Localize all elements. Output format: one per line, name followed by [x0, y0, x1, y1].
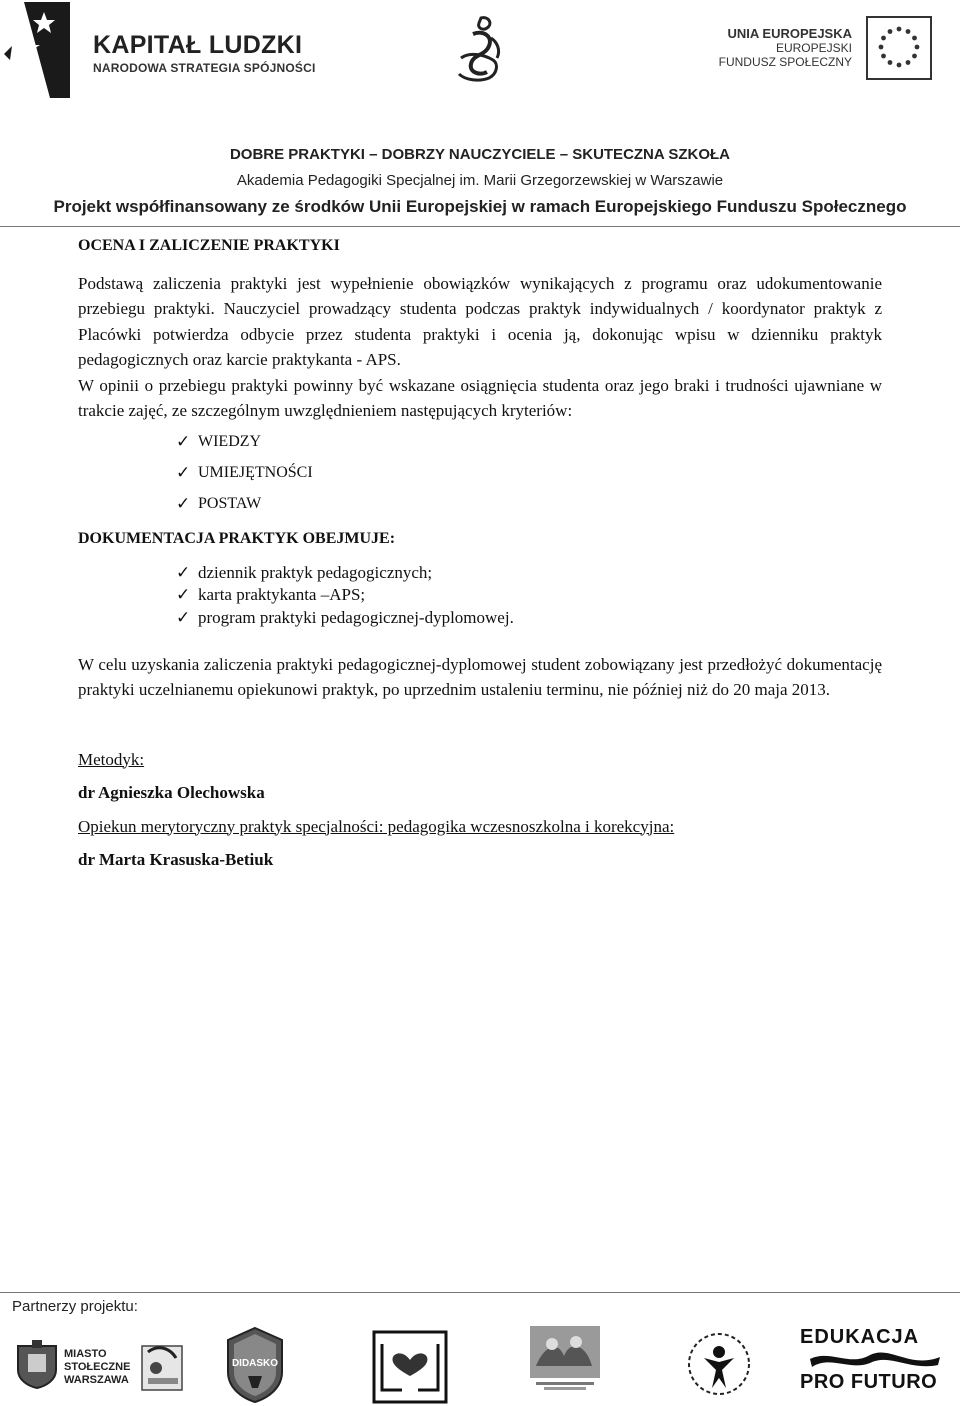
document-label: program praktyki pedagogicznej-dyplomowej. [198, 607, 514, 627]
supervisor-label: Opiekun merytoryczny praktyk specjalności: pedagogika wczesnoszkolna i korekcyjna: [78, 816, 675, 836]
document-body [78, 233, 882, 873]
methodologist-name: dr Agnieszka Olechowska [78, 783, 265, 802]
page-header [0, 0, 960, 230]
checkmark-icon: ✓ [176, 607, 191, 627]
miasto-stoleczne-warszawa-wordmark [64, 1348, 130, 1387]
project-slogan: DOBRE PRAKTYKI – DOBRZY NAUCZYCIELE – SKUTECZNA SZKOŁA [229, 146, 731, 163]
supervisor-name: dr Marta Krasuska-Betiuk [78, 850, 274, 869]
partners-label: Partnerzy projektu: [12, 1298, 138, 1315]
checkmark-icon: ✓ [176, 432, 191, 452]
miasto-line-1: MIASTO [64, 1348, 107, 1360]
pro-futuro-label: PRO FUTURO [800, 1371, 938, 1393]
eu-wordmark [719, 26, 852, 69]
eu-subtitle-2: FUNDUSZ SPOŁECZNY [718, 55, 852, 69]
didasko-shield-icon [226, 1326, 284, 1404]
list-item [176, 584, 882, 607]
checkmark-icon: ✓ [176, 463, 191, 483]
miasto-line-3: WARSZAWA [64, 1374, 129, 1386]
list-item [176, 427, 882, 458]
document-label: karta praktykanta –APS; [198, 585, 366, 604]
checkmark-icon: ✓ [176, 562, 191, 582]
section-title-assessment: OCENA I ZALICZENIE PRAKTYKI [78, 237, 340, 254]
aps-figure-logo-icon [453, 14, 507, 84]
edukacja-label: EDUKACJA [800, 1326, 920, 1348]
documents-list [78, 561, 882, 629]
checkmark-icon: ✓ [176, 585, 191, 604]
criterion-label: UMIEJĘTNOŚCI [198, 464, 313, 482]
methodologists-label: Metodyk: [78, 749, 145, 769]
list-item [176, 561, 882, 584]
criterion-label: POSTAW [198, 495, 262, 513]
project-university: Akademia Pedagogiki Specjalnej im. Marii Grzegorzewskiej w Warszawie [236, 172, 724, 189]
ink-splash-icon [800, 1347, 950, 1371]
header-divider [0, 226, 960, 227]
criteria-list [78, 427, 882, 520]
didasko-label: DIDASKO [231, 1358, 279, 1369]
project-funding-note: Projekt współfinansowany ze środków Unii Europejskiej w ramach Europejskiego Funduszu Społecznego [53, 197, 907, 216]
eu-flag-icon [866, 16, 932, 80]
kapital-ludzki-logo-icon [4, 2, 70, 98]
kapital-ludzki-subtitle: NARODOWA STRATEGIA SPÓJNOŚCI [93, 61, 316, 75]
stowarzyszenie-logo-icon [686, 1330, 752, 1402]
eu-subtitle-1: EUROPEJSKI [775, 41, 852, 55]
partner-logo-4-icon [372, 1330, 448, 1404]
list-item [176, 606, 882, 629]
paragraph-submission: W celu uzyskania zaliczenia praktyki pedagogicznej-dyplomowej student zobowiązany jest przedłożyć dokumentację praktyki uczelnianemu opiekunowi praktyk, po uprzednim ustaleniu terminu, nie później niż do 20 maja 2013. [78, 654, 882, 699]
criterion-label: WIEDZY [198, 433, 262, 451]
kapital-ludzki-title: KAPITAŁ LUDZKI [93, 31, 303, 59]
list-item [176, 489, 882, 520]
paragraph-opinion: W opinii o przebiegu praktyki powinny być wskazane osiągnięcia studenta oraz jego braki i trudności ujawniane w trakcie zajęć, ze szczególnym uwzględnieniem następujących kryteriów: [78, 375, 882, 420]
eu-title: UNIA EUROPEJSKA [727, 26, 852, 41]
paragraph-assessment-basis: Podstawą zaliczenia praktyki jest wypełnienie obowiązków wynikających z programu oraz udokumentowanie przebiegu praktyki. Nauczyciel prowadzący studenta podczas praktyk indywidualnych / koordynator praktyk z Placówki potwierdza odbycie przez studenta praktyki i ocenia ją, dokonując wpisu w dzienniku praktyk pedagogicznych oraz karcie praktykanta - APS. [78, 273, 882, 369]
section-title-documentation: DOKUMENTACJA PRAKTYK OBEJMUJE: [78, 529, 396, 547]
checkmark-icon: ✓ [176, 494, 191, 514]
footer-divider [0, 1292, 960, 1293]
document-label: dziennik praktyk pedagogicznych; [198, 562, 433, 582]
list-item [176, 458, 882, 489]
partner-logo-2-icon [140, 1340, 186, 1396]
kapital-ludzki-wordmark [93, 32, 316, 75]
edukacja-pro-futuro-wordmark [800, 1326, 950, 1394]
integracyjna-szkola-logo-icon [530, 1326, 600, 1392]
warsaw-crest-icon [14, 1340, 60, 1390]
miasto-line-2: STOŁECZNE [64, 1361, 131, 1373]
